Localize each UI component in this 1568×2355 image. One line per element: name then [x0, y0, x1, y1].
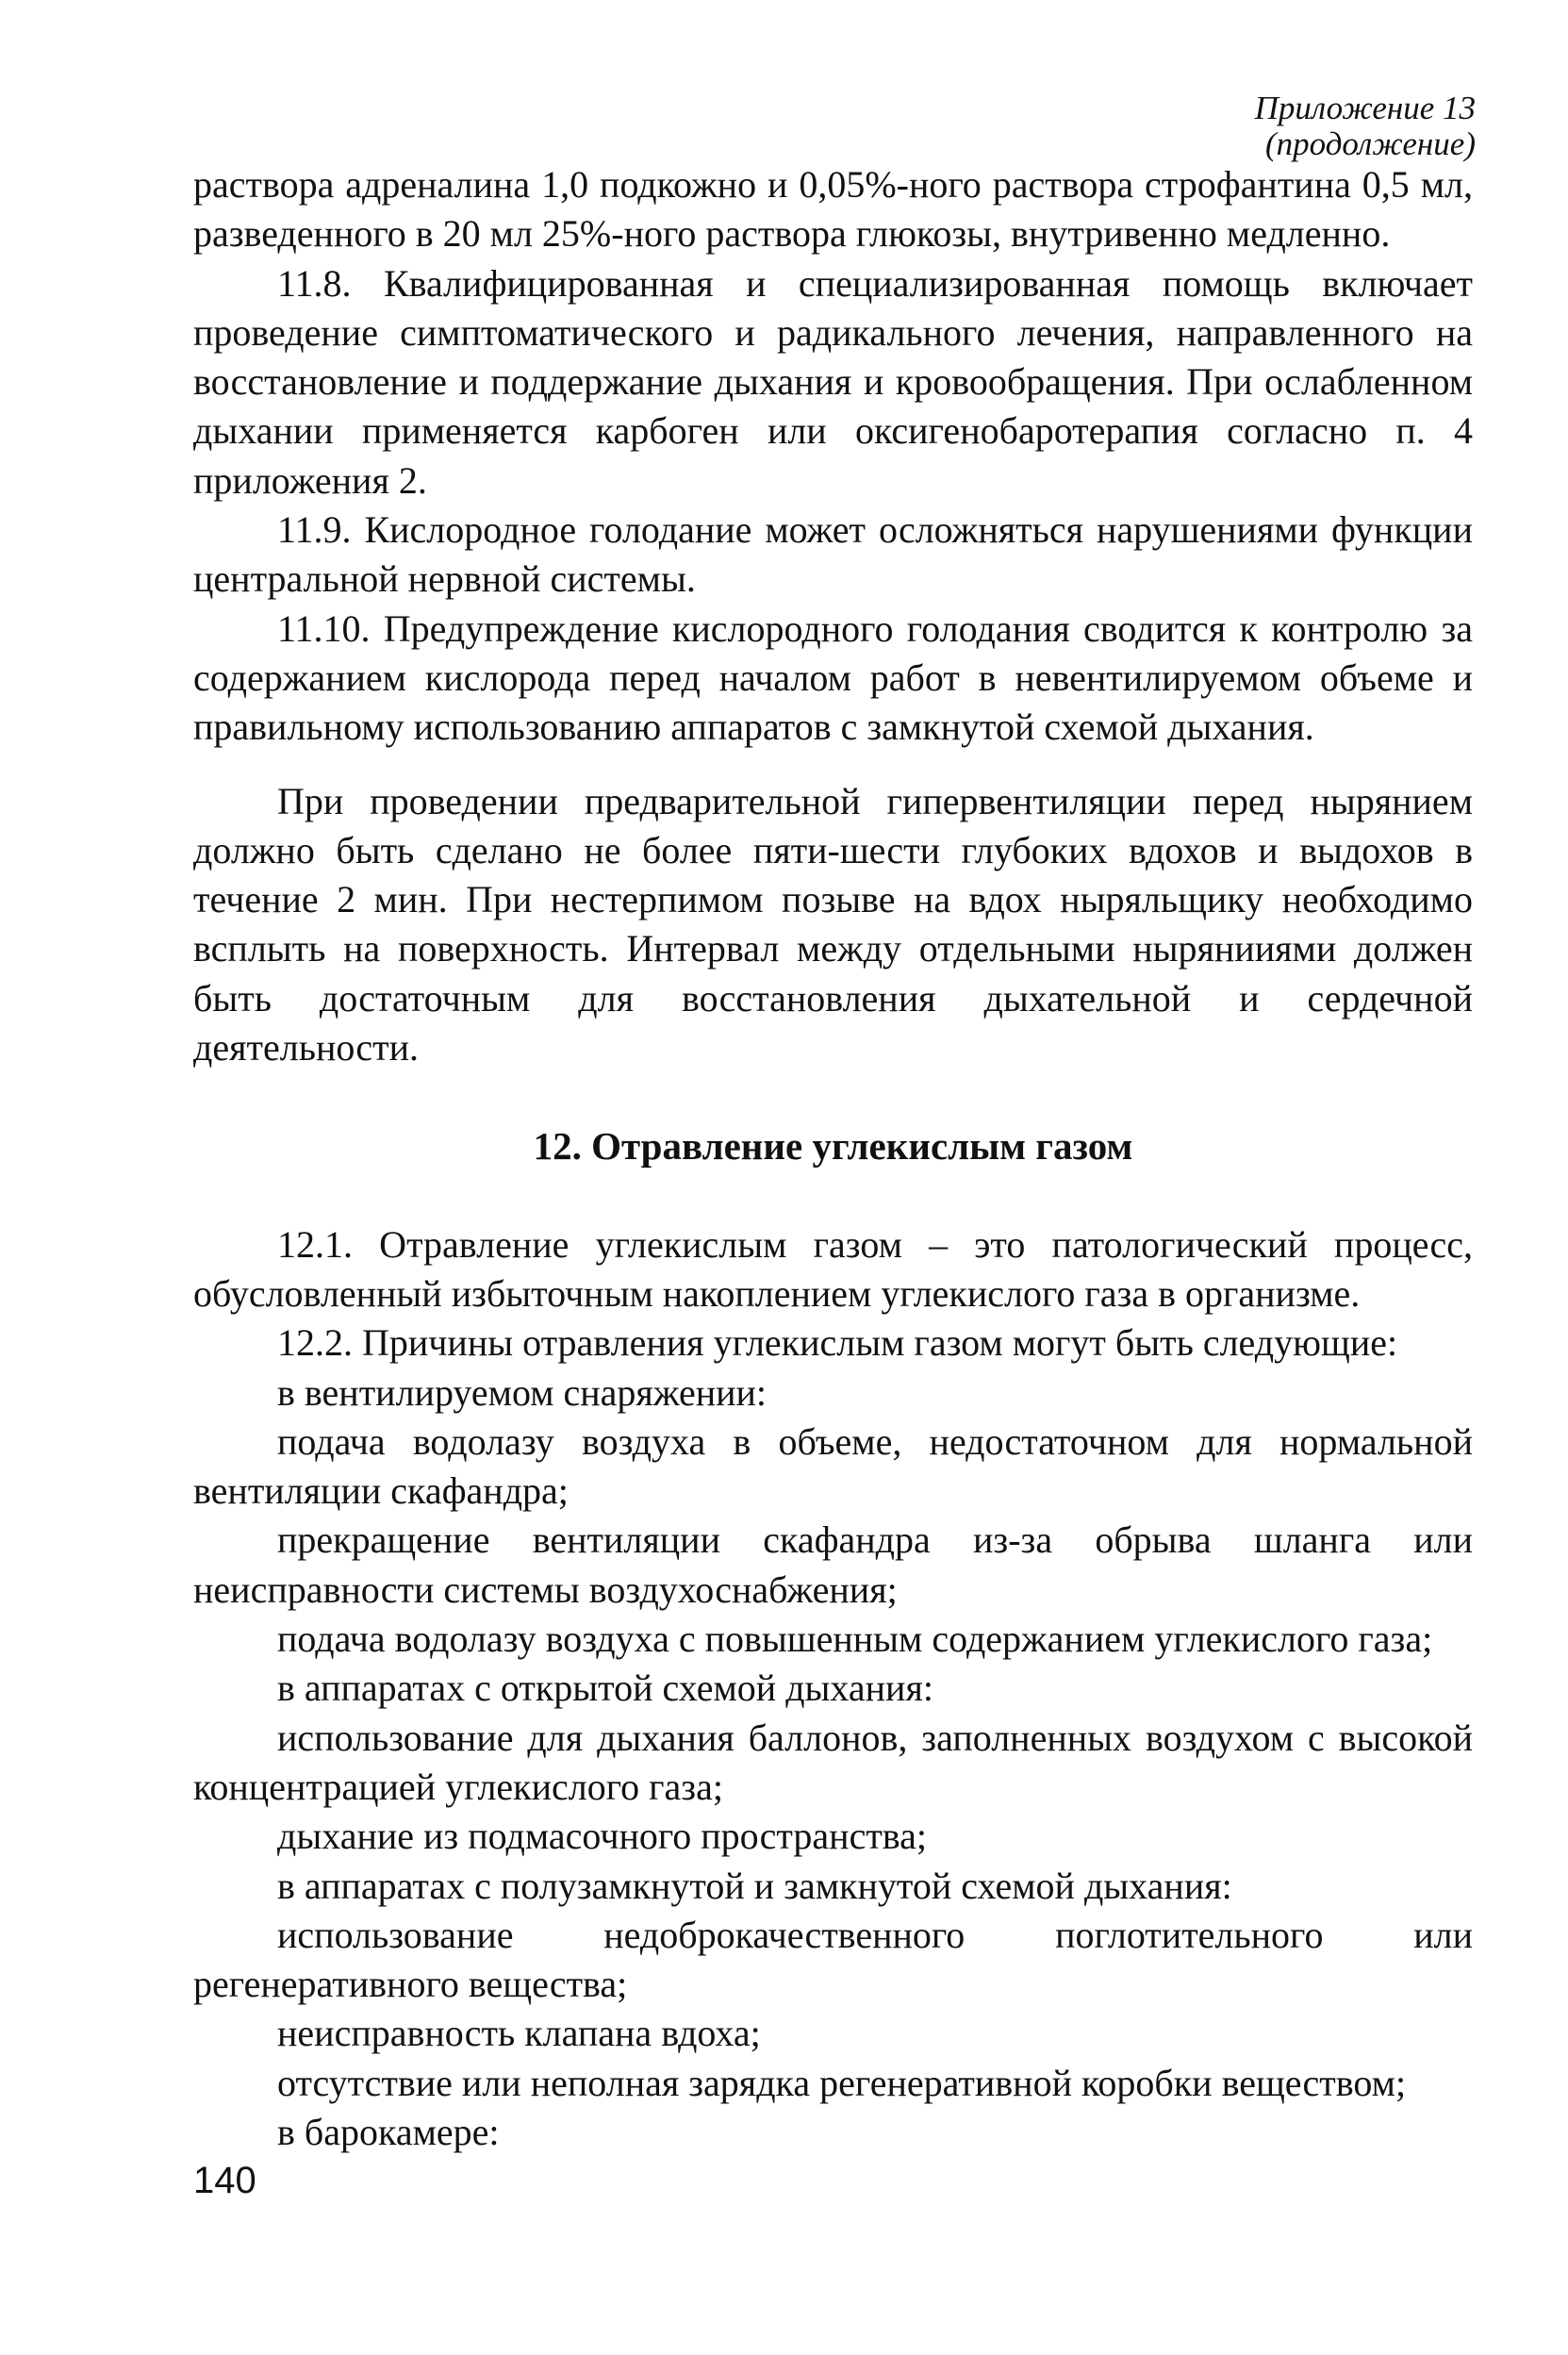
- appendix-continuation: (продолжение): [1265, 125, 1476, 162]
- list-item: использование для дыхания баллонов, заполненных воздухом с высокой концентрацией углекислого газа;: [193, 1716, 1473, 1808]
- list-item: использование недоброкачественного поглотительного или регенеративного вещества;: [193, 1913, 1473, 2006]
- paragraph: При проведении предварительной гипервентиляции перед нырянием должно быть сделано не более пяти-шести глубоких вдохов и выдохов в течение 2 мин. При нестерпимом позыве на вдох ныряльщику необходимо всплыть на поверхность. Интервал между отдельными нырянииями должен быть достаточным для восстановления дыхательной и сердечной деятельности.: [193, 779, 1473, 1070]
- paragraph: 11.10. Предупреждение кислородного голодания сводится к контролю за содержанием кислорода перед началом работ в невентилируемом объеме и правильному использованию аппаратов с замкнутой схемой дыхания.: [193, 606, 1473, 749]
- paragraph: раствора адреналина 1,0 подкожно и 0,05%-ного раствора строфантина 0,5 мл, разведенного в 20 мл 25%-ного раствора глюкозы, внутривенно медленно.: [193, 163, 1473, 256]
- appendix-header: [1255, 91, 1476, 162]
- paragraph: 12.1. Отравление углекислым газом – это патологический процесс, обусловленный избыточным накоплением углекислого газа в организме.: [193, 1222, 1473, 1315]
- list-item: в аппаратах с полузамкнутой и замкнутой схемой дыхания:: [277, 1864, 1232, 1907]
- list-item: подача водолазу воздуха с повышенным содержанием углекислого газа;: [277, 1617, 1433, 1661]
- paragraph: 11.8. Квалифицированная и специализированная помощь включает проведение симптоматического и радикального лечения, направленного на восстановление и поддержание дыхания и кровообращения. При ослабленном дыхании применяется карбоген или оксигенобаротерапия согласно п. 4 приложения 2.: [193, 261, 1473, 502]
- list-item: прекращение вентиляции скафандра из-за обрыва шланга или неисправности системы воздухоснабжения;: [193, 1518, 1473, 1611]
- paragraph: 12.2. Причины отравления углекислым газом могут быть следующие:: [277, 1321, 1398, 1365]
- list-item: в вентилируемом снаряжении:: [277, 1370, 767, 1414]
- list-item: дыхание из подмасочного пространства;: [277, 1815, 928, 1858]
- list-item: неисправность клапана вдоха;: [277, 2012, 761, 2055]
- list-item: в барокамере:: [277, 2110, 500, 2153]
- list-item: отсутствие или неполная зарядка регенеративной коробки веществом;: [277, 2061, 1407, 2104]
- page-number: 140: [193, 2160, 256, 2201]
- list-item: в аппаратах с открытой схемой дыхания:: [277, 1667, 933, 1710]
- body-text: [193, 160, 1473, 2157]
- paragraph: 11.9. Кислородное голодание может осложняться нарушениями функции центральной нервной системы.: [193, 508, 1473, 601]
- appendix-title: Приложение 13: [1254, 90, 1476, 126]
- list-item: подача водолазу воздуха в объеме, недостаточном для нормальной вентиляции скафандра;: [193, 1419, 1473, 1513]
- section-heading: 12. Отравление углекислым газом: [533, 1124, 1133, 1169]
